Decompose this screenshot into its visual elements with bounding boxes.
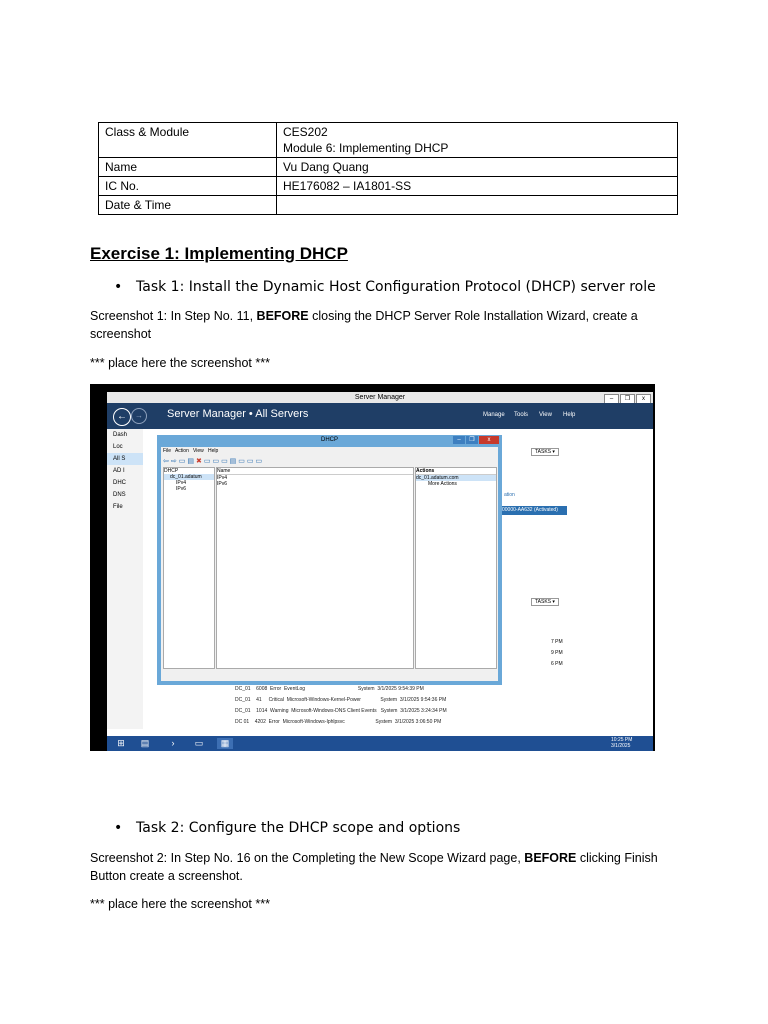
sidebar-item[interactable]: Dash: [113, 432, 128, 438]
info-table: [98, 122, 678, 215]
actions-header: Actions: [416, 468, 496, 475]
minimize-icon[interactable]: –: [604, 394, 619, 405]
dhcp-window: [157, 435, 502, 685]
folder-icon[interactable]: ▭: [194, 738, 204, 748]
list-item[interactable]: IPv4: [217, 475, 228, 481]
close-icon[interactable]: x: [636, 394, 651, 405]
toolbar-icons[interactable]: ⇦⇨▭▤✖▭▭▭▤▭▭▭: [163, 458, 265, 465]
window-title: Server Manager: [354, 394, 406, 401]
sidebar-item[interactable]: DNS: [113, 492, 126, 498]
tree-item[interactable]: IPv4: [176, 480, 187, 486]
bullet-icon: •: [114, 279, 123, 295]
module-name: Module 6: Implementing DHCP: [283, 141, 449, 155]
table-cell-value: [277, 196, 678, 215]
sidebar-item-selected[interactable]: All S: [107, 453, 143, 465]
menu-manage[interactable]: Manage: [483, 412, 505, 418]
screenshot-placeholder: *** place here the screenshot ***: [90, 897, 270, 911]
dhcp-title: DHCP: [320, 437, 338, 443]
breadcrumb: Server Manager • All Servers: [167, 408, 309, 420]
back-icon[interactable]: ←: [113, 408, 131, 426]
clock-time: 10:25 PM: [611, 737, 633, 743]
instruction-suffix-2: Button create a screenshot.: [90, 869, 243, 883]
start-icon[interactable]: ⊞: [117, 738, 125, 748]
exercise-heading: Exercise 1: Implementing DHCP: [90, 244, 348, 263]
screenshot2-instruction: [90, 849, 670, 885]
instruction-bold: BEFORE: [256, 309, 309, 323]
taskbar: [107, 736, 653, 751]
event-row[interactable]: DC_01 41 Critical Microsoft-Windows-Kernel-Power System 3/1/2025 9:54:36 PM: [235, 697, 447, 703]
tree-item[interactable]: DHCP: [164, 468, 179, 474]
task1-text: Task 1: Install the Dynamic Host Configuration Protocol (DHCP) server role: [136, 279, 656, 295]
name-pane: [216, 467, 414, 669]
table-cell-label: Name: [99, 158, 277, 177]
sidebar-item[interactable]: DHC: [113, 480, 126, 486]
instruction-suffix: clicking Finish: [579, 851, 658, 865]
sidebar-item[interactable]: AD I: [113, 468, 125, 474]
actions-pane: [415, 467, 497, 669]
table-row: [99, 123, 678, 158]
table-row: [99, 158, 678, 177]
forward-icon[interactable]: →: [131, 408, 147, 424]
task2-text: Task 2: Configure the DHCP scope and options: [136, 820, 461, 836]
clock-date: 3/1/2025: [611, 743, 631, 749]
menu-view[interactable]: View: [193, 448, 204, 454]
event-row[interactable]: DC 01 4202 Error Microsoft-Windows-Iphlpsvc System 3/1/2025 3:06:50 PM: [235, 719, 442, 725]
window-titlebar: [107, 392, 653, 403]
screenshot-placeholder: *** place here the screenshot ***: [90, 356, 270, 370]
sidebar-item[interactable]: Loc: [113, 444, 123, 450]
time-fragment: 6 PM: [551, 661, 563, 667]
tasks-dropdown[interactable]: TASKS ▾: [531, 448, 559, 456]
activation-label: ation: [504, 492, 515, 498]
table-cell-value: [277, 123, 678, 158]
sidebar-item[interactable]: File: [113, 504, 123, 510]
tasks-dropdown[interactable]: TASKS ▾: [531, 598, 559, 606]
close-icon[interactable]: x: [479, 436, 499, 444]
server-manager-icon[interactable]: ▤: [140, 738, 150, 748]
event-row[interactable]: DC_01 1014 Warning Microsoft-Windows-DNS Client Events System 3/1/2025 3:24:34 PM: [235, 708, 447, 714]
instruction-suffix: closing the DHCP Server Role Installation Wizard, create a: [312, 309, 638, 323]
table-cell-label: Date & Time: [99, 196, 277, 215]
event-row[interactable]: DC_01 6008 Error EventLog System 3/1/2025 9:54:39 PM: [235, 686, 424, 692]
embedded-screenshot: [90, 384, 655, 751]
tree-pane: [163, 467, 215, 669]
menu-view[interactable]: View: [539, 412, 552, 418]
tree-item[interactable]: IPv6: [176, 486, 187, 492]
restore-icon[interactable]: ❐: [620, 394, 635, 405]
screenshot1-instruction: [90, 307, 650, 343]
actions-more[interactable]: More Actions: [428, 481, 457, 487]
activation-status: 00000-AA632 (Activated): [502, 506, 567, 515]
menu-action[interactable]: Action: [174, 448, 189, 454]
actions-item-selected[interactable]: dc_01.adatum.com: [416, 475, 496, 481]
server-manager-header: [107, 403, 653, 429]
menu-file[interactable]: File: [163, 448, 172, 454]
menu-help[interactable]: Help: [563, 412, 576, 418]
column-header: Name: [217, 468, 413, 475]
table-cell-label: IC No.: [99, 177, 277, 196]
dhcp-taskbar-icon[interactable]: ▦: [217, 738, 233, 749]
instruction-prefix: Screenshot 1: In Step No. 11,: [90, 309, 254, 323]
instruction-bold: BEFORE: [524, 851, 577, 865]
minimize-icon[interactable]: –: [453, 436, 465, 444]
table-row: [99, 196, 678, 215]
restore-icon[interactable]: ❐: [466, 436, 478, 444]
dhcp-menubar: [163, 448, 218, 454]
sidebar: [107, 429, 143, 729]
time-fragment: 9 PM: [551, 650, 563, 656]
instruction-suffix-2: screenshot: [90, 327, 152, 341]
table-cell-value: Vu Dang Quang: [277, 158, 678, 177]
class-code: CES202: [283, 125, 328, 139]
tree-item-selected[interactable]: dc_01.adatum: [164, 474, 214, 480]
table-row: [99, 177, 678, 196]
clock: [611, 737, 632, 749]
powershell-icon[interactable]: ›: [171, 738, 175, 748]
instruction-prefix: Screenshot 2: In Step No. 16 on the Completing the New Scope Wizard page,: [90, 851, 521, 865]
bullet-icon: •: [114, 820, 123, 836]
menu-help[interactable]: Help: [207, 448, 219, 454]
table-cell-value: HE176082 – IA1801-SS: [277, 177, 678, 196]
dhcp-console: [161, 447, 498, 681]
menu-tools[interactable]: Tools: [514, 412, 529, 418]
table-cell-label: Class & Module: [99, 123, 277, 158]
list-item[interactable]: IPv6: [217, 481, 228, 487]
server-manager-window: [107, 392, 653, 736]
time-fragment: 7 PM: [551, 639, 563, 645]
